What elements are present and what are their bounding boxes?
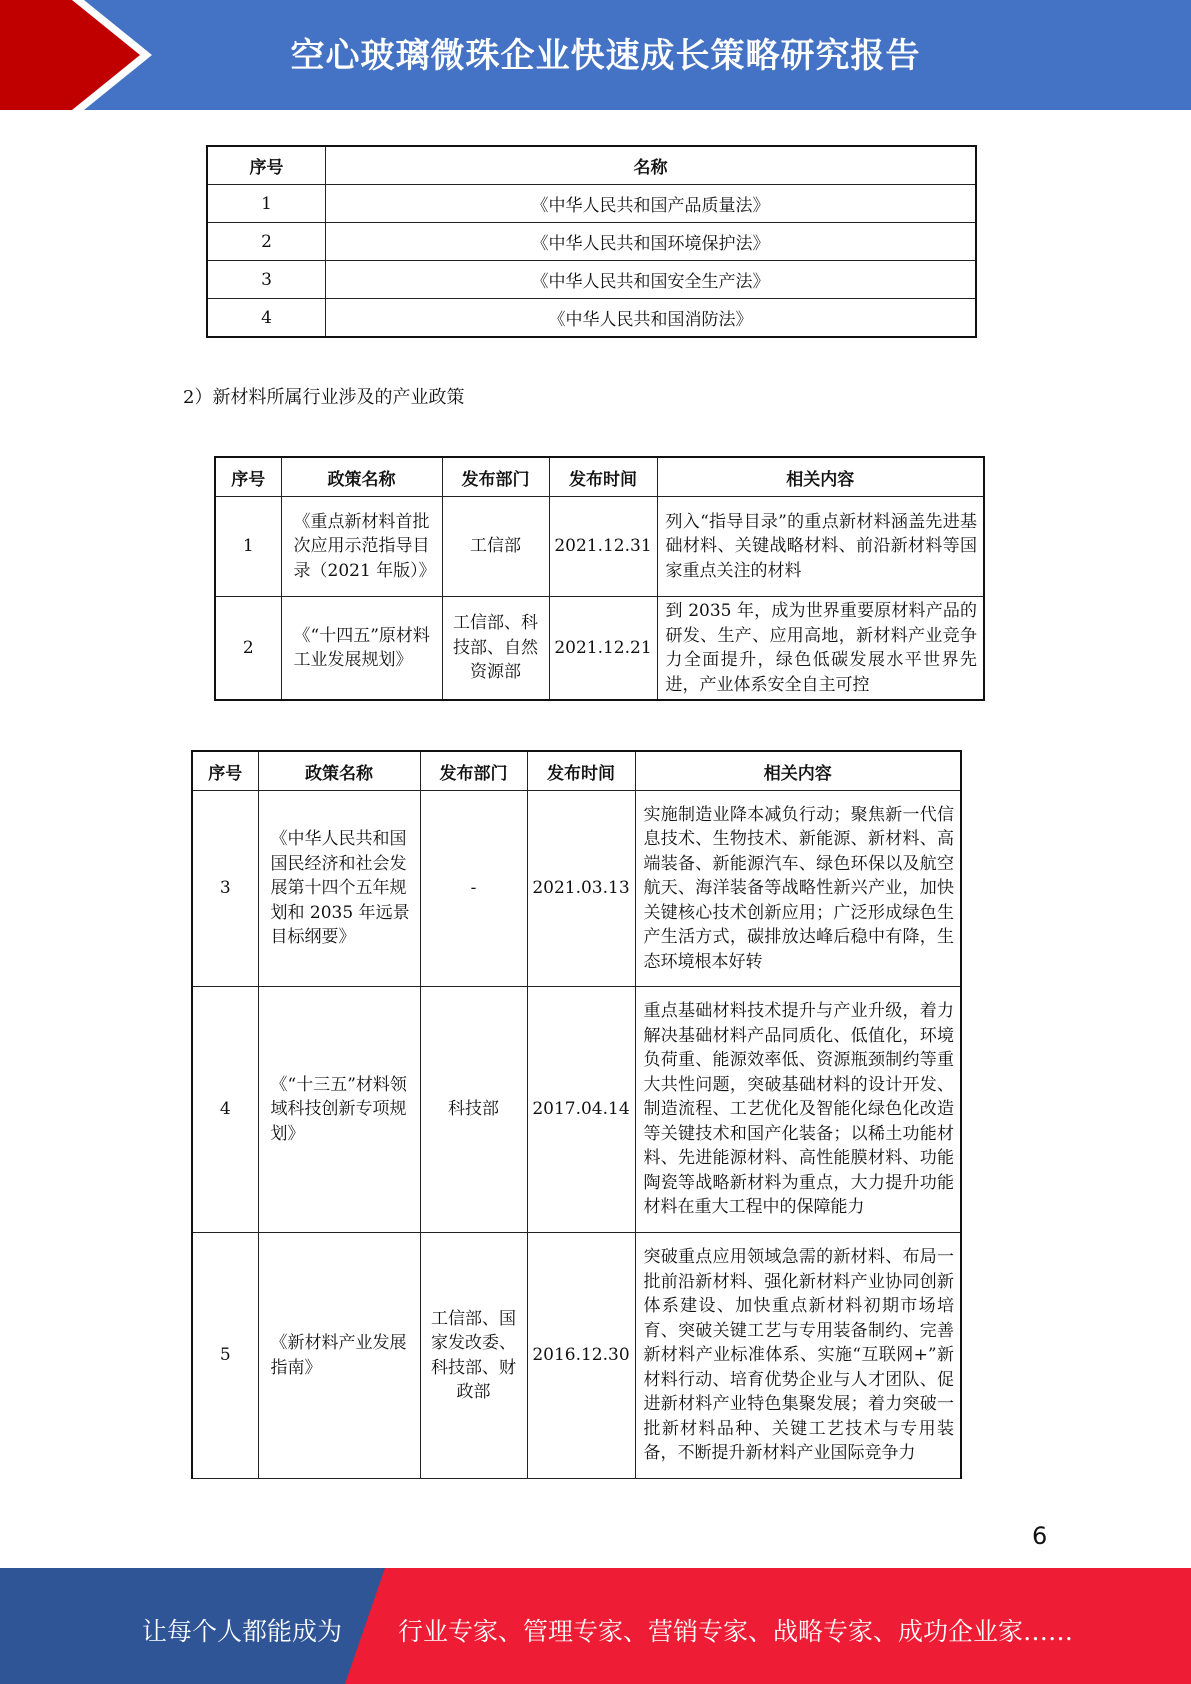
policy-table-1 — [214, 456, 985, 701]
cell-no: 3 — [192, 791, 258, 987]
col-header-content: 相关内容 — [635, 751, 961, 791]
cell-date: 2016.12.30 — [527, 1233, 635, 1479]
table-row — [215, 597, 984, 701]
col-header-date: 发布时间 — [527, 751, 635, 791]
cell-content: 重点基础材料技术提升与产业升级，着力解决基础材料产品同质化、低值化，环境负荷重、能源效率低、资源瓶颈制约等重大共性问题，突破基础材料的设计开发、制造流程、工艺优化及智能化绿色化改造等关键技术和国产化装备；以稀土功能材料、先进能源材料、高性能膜材料、功能陶瓷等战略新材料为重点，大力提升功能材料在重大工程中的保障能力 — [635, 987, 961, 1233]
table-row — [192, 987, 961, 1233]
cell-department: 工信部、科技部、自然资源部 — [442, 597, 549, 701]
col-header-department: 发布部门 — [442, 457, 549, 497]
cell-no: 4 — [207, 299, 326, 338]
table-header-row — [192, 751, 961, 791]
cell-policy-name: 《“十四五”原材料工业发展规划》 — [281, 597, 442, 701]
cell-name: 《中华人民共和国消防法》 — [326, 299, 977, 338]
laws-table — [206, 145, 977, 338]
cell-policy-name: 《新材料产业发展指南》 — [258, 1233, 420, 1479]
cell-department: - — [420, 791, 527, 987]
cell-policy-name: 《“十三五”材料领域科技创新专项规划》 — [258, 987, 420, 1233]
col-header-department: 发布部门 — [420, 751, 527, 791]
table-row — [207, 261, 976, 299]
table-row — [207, 299, 976, 338]
table-row — [207, 185, 976, 223]
cell-no: 2 — [207, 223, 326, 261]
cell-date: 2021.03.13 — [527, 791, 635, 987]
col-header-content: 相关内容 — [657, 457, 984, 497]
cell-name: 《中华人民共和国安全生产法》 — [326, 261, 977, 299]
cell-no: 4 — [192, 987, 258, 1233]
cell-no: 5 — [192, 1233, 258, 1479]
table-row — [192, 1233, 961, 1479]
cell-name: 《中华人民共和国产品质量法》 — [326, 185, 977, 223]
cell-content: 列入“指导目录”的重点新材料涵盖先进基础材料、关键战略材料、前沿新材料等国家重点关注的材料 — [657, 497, 984, 597]
section-caption: 2）新材料所属行业涉及的产业政策 — [183, 387, 465, 408]
policy-table-2 — [191, 750, 962, 1479]
cell-no: 1 — [207, 185, 326, 223]
cell-date: 2021.12.31 — [549, 497, 657, 597]
cell-content: 突破重点应用领域急需的新材料、布局一批前沿新材料、强化新材料产业协同创新体系建设、加快重点新材料初期市场培育、突破关键工艺与专用装备制约、完善新材料产业标准体系、实施“互联网+”新材料行动、培育优势企业与人才团队、促进新材料产业特色集聚发展；着力突破一批新材料品种、关键工艺技术与专用装备，不断提升新材料产业国际竞争力 — [635, 1233, 961, 1479]
report-title: 空心玻璃微珠企业快速成长策略研究报告 — [290, 36, 921, 76]
col-header-date: 发布时间 — [549, 457, 657, 497]
page-header — [0, 0, 1191, 110]
cell-policy-name: 《重点新材料首批次应用示范指导目录（2021 年版）》 — [281, 497, 442, 597]
footer-slogan-right: 行业专家、管理专家、营销专家、战略专家、成功企业家…… — [398, 1617, 1074, 1646]
cell-department: 工信部 — [442, 497, 549, 597]
col-header-policy-name: 政策名称 — [258, 751, 420, 791]
cell-date: 2021.12.21 — [549, 597, 657, 701]
table-header-row — [215, 457, 984, 497]
page-footer — [0, 1568, 1191, 1684]
col-header-no: 序号 — [207, 146, 326, 185]
col-header-no: 序号 — [192, 751, 258, 791]
cell-name: 《中华人民共和国环境保护法》 — [326, 223, 977, 261]
footer-slogan-left: 让每个人都能成为 — [142, 1617, 343, 1646]
cell-date: 2017.04.14 — [527, 987, 635, 1233]
table-header-row — [207, 146, 976, 185]
cell-no: 1 — [215, 497, 281, 597]
cell-no: 3 — [207, 261, 326, 299]
col-header-policy-name: 政策名称 — [281, 457, 442, 497]
table-row — [192, 791, 961, 987]
table-row — [207, 223, 976, 261]
cell-department: 科技部 — [420, 987, 527, 1233]
cell-policy-name: 《中华人民共和国国民经济和社会发展第十四个五年规划和 2035 年远景目标纲要》 — [258, 791, 420, 987]
page-number: 6 — [1032, 1522, 1048, 1550]
cell-no: 2 — [215, 597, 281, 701]
cell-content: 实施制造业降本减负行动；聚焦新一代信息技术、生物技术、新能源、新材料、高端装备、新能源汽车、绿色环保以及航空航天、海洋装备等战略性新兴产业，加快关键核心技术创新应用；广泛形成绿色生产生活方式，碳排放达峰后稳中有降，生态环境根本好转 — [635, 791, 961, 987]
cell-department: 工信部、国家发改委、科技部、财政部 — [420, 1233, 527, 1479]
col-header-no: 序号 — [215, 457, 281, 497]
table-row — [215, 497, 984, 597]
cell-content: 到 2035 年，成为世界重要原材料产品的研发、生产、应用高地，新材料产业竞争力全面提升，绿色低碳发展水平世界先进，产业体系安全自主可控 — [657, 597, 984, 701]
col-header-name: 名称 — [326, 146, 977, 185]
